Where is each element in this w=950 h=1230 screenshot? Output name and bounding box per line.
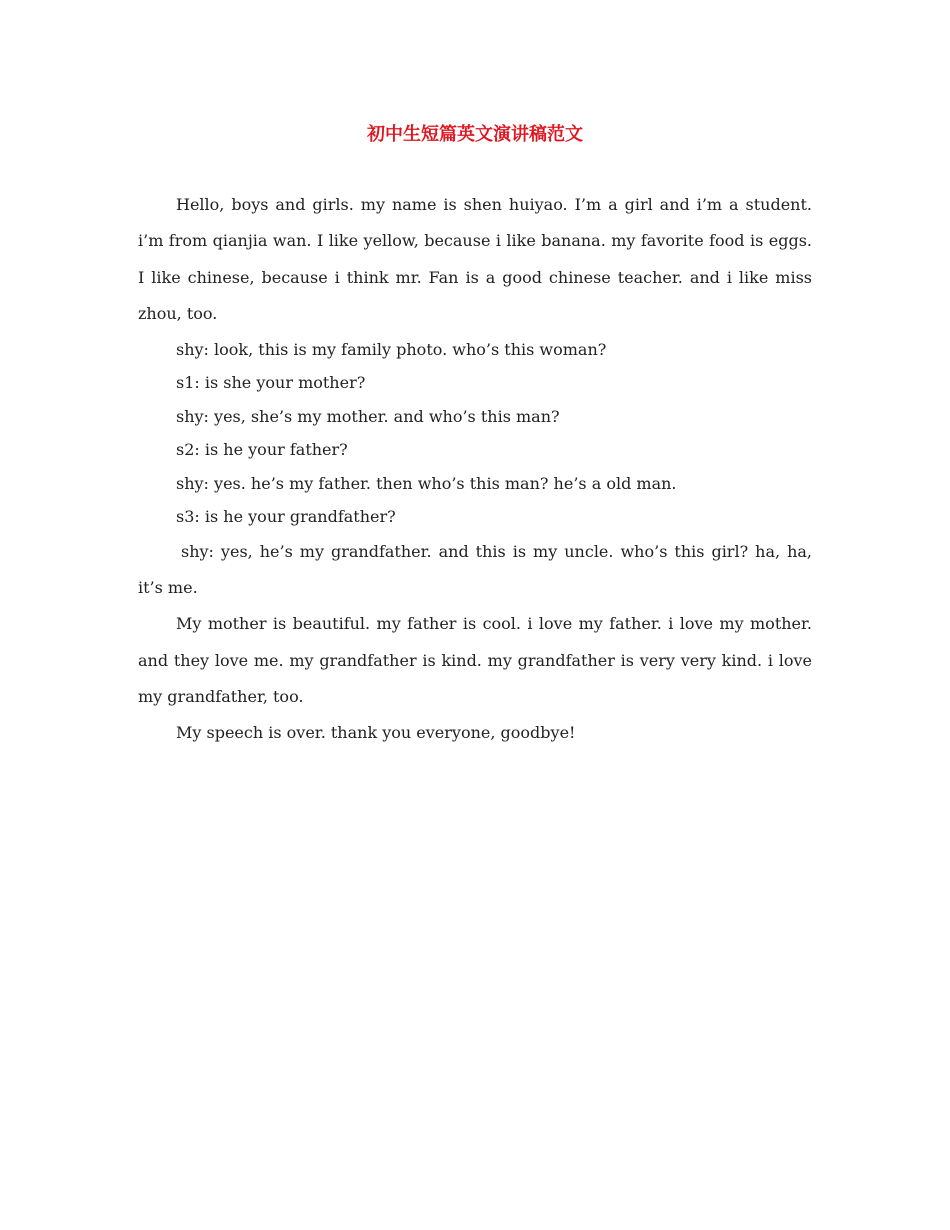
closing-paragraph: My speech is over. thank you everyone, goodbye! [176,722,576,742]
dialogue-line-shy-4: shy: yes, he’s my grandfather. and this is my uncle. who’s this girl? ha, ha, it’s me. [138,541,812,598]
dialogue-line-s2: s2: is he your father? [176,440,348,460]
dialogue-line-s1: s1: is she your mother? [176,373,366,393]
dialogue-line-shy-1: shy: look, this is my family photo. who’s this woman? [176,339,607,359]
family-paragraph: My mother is beautiful. my father is cool. i love my father. i love my mother. and they love me. my grandfather is kind. my grandfather is very very kind. i love my grandfather, too. [138,614,812,707]
document-title: 初中生短篇英文演讲稿范文 [367,124,583,145]
dialogue-line-shy-2: shy: yes, she’s my mother. and who’s this man? [176,406,560,426]
intro-paragraph: Hello, boys and girls. my name is shen huiyao. I’m a girl and i’m a student. i’m from qianjia wan. I like yellow, because i like banana. my favorite food is eggs. I like chinese, because i think mr. Fan is a good chinese teacher. and i like miss zhou, too. [138,195,812,324]
speech-body [138,187,812,749]
dialogue-line-shy-3: shy: yes. he’s my father. then who’s this man? he’s a old man. [176,473,677,493]
dialogue-line-s3: s3: is he your grandfather? [176,507,396,527]
